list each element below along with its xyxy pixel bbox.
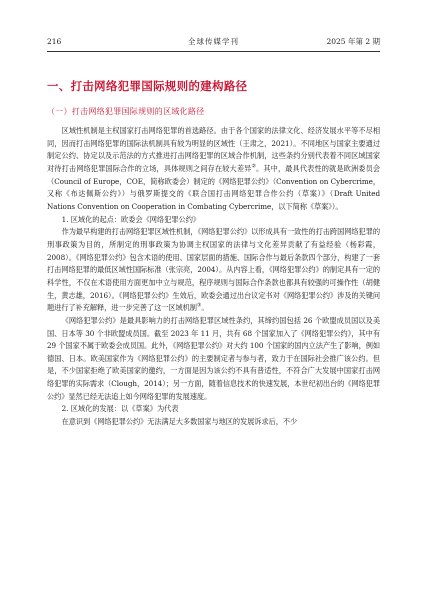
subheading-2: 2. 区域化的发展：以《草案》为代表 <box>61 404 179 414</box>
footnote-marker: ② <box>251 163 257 170</box>
footnote-marker: ③ <box>196 302 202 309</box>
intro-paragraph: 区域性机制是主权国家打击网络犯罪的首选路径。由于各个国家的法律文化、经济发展水平等不尽相同，因而打击网络犯罪的国际法机制具有较为明显的区域性（王肃之，2021）。不同地区与国家主要通过制定公约、协定以及示范法的方式推进打击网络犯罪的区域合作机制，这些条约分别代表着不同区域国家对待打击网络犯罪国际合作的立场，具体规则之间存在较大差异②。其中，最具代表性的就是欧洲委员会（Council of Europe，COE，简称欧委会）制定的《网络犯罪公约》（Convention on Cybercrime，又称《布达佩斯公约》）与俄罗斯提交的《联合国打击网络犯罪合作公约（草案）》（Draft United Nations Convention on Cooperation in Combating Cybercrime，以下简称《草案》）。 <box>47 126 381 211</box>
issue-label: 2025 年第 2 期 <box>326 37 380 46</box>
article-body <box>47 78 380 429</box>
running-header <box>47 36 380 48</box>
section-heading: 一、打击网络犯罪国际规则的建构路径 <box>47 79 248 93</box>
header-rule <box>47 51 380 52</box>
page-number: 216 <box>47 37 62 46</box>
paragraph-2: 《网络犯罪公约》是最具影响力的打击网络犯罪区域性条约，其缔约国包括 26 个欧盟成员国以及美国、日本等 30 个非欧盟成员国。截至 2023 年 11 月，共有 68 个国家加入了《网络犯罪公约》，其中有 29 个国家不属于欧委会成员国。此外，《网络犯罪公约》对大约 100 个国家的国内立法产生了影响，例如德国、日本。欧美国家作为《网络犯罪公约》的主要制定者与参与者，致力于在国际社会推广该公约。但是，不少国家拒绝了欧美国家的邀约，一方面是因为该公约不具有普适性，不符合广大发展中国家打击网络犯罪的实际需求（Clough，2014）；另一方面，随着信息技术的快速发展，本世纪初出台的《网络犯罪公约》显然已经无法追上如今网络犯罪的发展速度。 <box>47 315 380 401</box>
subheading-1: 1. 区域化的起点：欧委会《网络犯罪公约》 <box>61 214 201 224</box>
journal-title: 全球传媒学刊 <box>188 37 239 46</box>
paragraph-1: 作为最早构建的打击网络犯罪区域性机制，《网络犯罪公约》以形成具有一致性的打击跨国网络犯罪的刑事政策为目的，所制定的刑事政策为协调主权国家的法律与文化差异贡献了有益经验（杨彩霞，2008）。《网络犯罪公约》包含术语的使用、国家层面的措施、国际合作与最后条款四个部分，构建了一套打击网络犯罪的最低区域性国际标准（张宗亮，2004）。从内容上看，《网络犯罪公约》的制定具有一定的科学性，不仅在术语使用方面更加中立与规范，程序规则与国际合作条款也都具有较强的可操作性（胡健生，黄志雄，2016）。《网络犯罪公约》生效后，欧委会通过出台议定书对《网络犯罪公约》涉及的关键问题进行了补充解释，进一步完善了这一区域机制③。 <box>47 227 380 313</box>
subsection-heading: （一）打击网络犯罪国际规则的区域化路径 <box>47 107 205 116</box>
paragraph-3: 在意识到《网络犯罪公约》无法满足大多数国家与地区的发展诉求后，不少 <box>61 417 298 427</box>
